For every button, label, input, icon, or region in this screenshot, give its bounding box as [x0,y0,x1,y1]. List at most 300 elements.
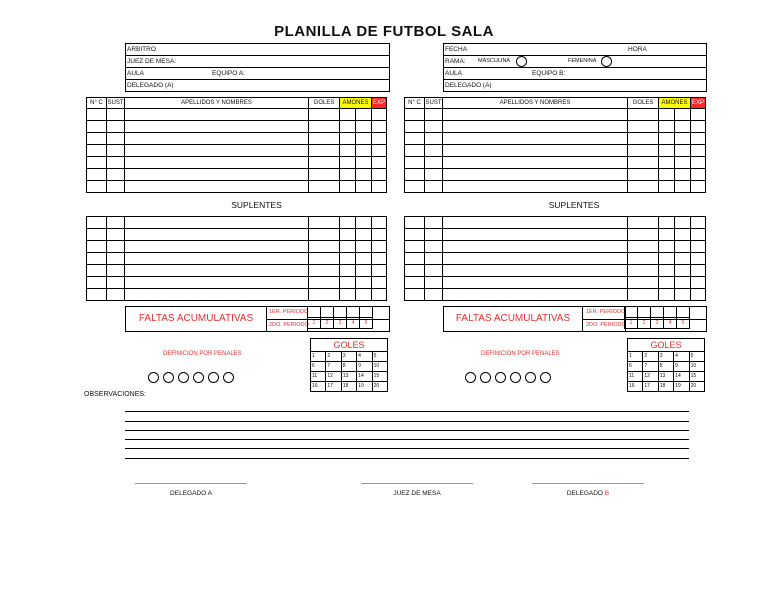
gol-cell[interactable]: 7 [643,362,658,372]
table-cell[interactable] [691,289,706,301]
table-cell[interactable] [675,277,691,289]
observaciones-line[interactable] [125,458,689,459]
table-cell[interactable] [125,217,309,229]
table-cell[interactable] [340,169,356,181]
table-cell[interactable] [405,265,425,277]
table-cell[interactable] [372,229,387,241]
table-cell[interactable] [405,181,425,193]
table-cell[interactable] [107,133,125,145]
table-cell[interactable] [443,157,628,169]
table-cell[interactable] [691,157,706,169]
table-cell[interactable] [87,157,107,169]
suplentes-label-a: SUPLENTES [231,200,282,210]
table-cell[interactable] [87,181,107,193]
table-cell[interactable] [659,181,675,193]
penal-circle[interactable] [510,372,521,383]
gol-cell[interactable]: 5 [689,352,704,362]
falta-box[interactable]: 1 [308,318,321,329]
page-title: PLANILLA DE FUTBOL SALA [274,23,494,40]
table-cell[interactable] [425,157,443,169]
table-cell[interactable] [425,109,443,121]
field-aula-equipo-b[interactable] [444,68,706,80]
table-cell[interactable] [309,145,340,157]
gol-cell[interactable]: 19 [357,382,372,392]
table-cell[interactable] [372,265,387,277]
table-cell[interactable] [107,217,125,229]
falta-box[interactable] [308,307,321,318]
field-aula-equipo[interactable] [126,68,389,80]
penal-circle[interactable] [208,372,219,383]
table-cell[interactable] [443,277,628,289]
table-cell[interactable] [659,169,675,181]
table-cell[interactable] [372,109,387,121]
table-cell[interactable] [425,265,443,277]
table-cell[interactable] [309,265,340,277]
table-cell[interactable] [425,289,443,301]
table-cell[interactable] [675,217,691,229]
falta-box[interactable] [347,307,360,318]
table-cell[interactable] [691,133,706,145]
table-cell[interactable] [443,253,628,265]
table-cell[interactable] [125,157,309,169]
table-cell[interactable] [309,229,340,241]
table-cell[interactable] [659,109,675,121]
penal-circle[interactable] [465,372,476,383]
femenina-radio[interactable] [601,56,612,67]
gol-cell[interactable]: 1 [311,352,326,362]
gol-cell[interactable]: 1 [628,352,643,362]
penal-circle[interactable] [163,372,174,383]
table-cell[interactable] [659,133,675,145]
table-cell[interactable] [356,277,372,289]
field-fecha-hora[interactable] [444,44,706,56]
table-cell[interactable] [372,253,387,265]
table-cell[interactable] [309,157,340,169]
table-cell[interactable] [628,277,659,289]
table-cell[interactable] [405,133,425,145]
table-cell[interactable] [675,265,691,277]
penal-circle[interactable] [540,372,551,383]
gol-cell[interactable]: 10 [689,362,704,372]
table-cell[interactable] [691,253,706,265]
table-cell[interactable] [691,241,706,253]
gol-cell[interactable]: 20 [689,382,704,392]
gol-cell[interactable]: 17 [643,382,658,392]
table-cell[interactable] [309,109,340,121]
table-cell[interactable] [372,133,387,145]
table-cell[interactable] [628,157,659,169]
table-cell[interactable] [309,217,340,229]
table-cell[interactable] [372,181,387,193]
table-cell[interactable] [443,289,628,301]
table-cell[interactable] [675,253,691,265]
table-cell[interactable] [675,181,691,193]
table-cell[interactable] [628,169,659,181]
table-cell[interactable] [405,289,425,301]
table-cell[interactable] [107,253,125,265]
table-cell[interactable] [356,241,372,253]
table-cell[interactable] [405,109,425,121]
table-cell[interactable] [356,181,372,193]
gol-cell[interactable]: 16 [628,382,643,392]
gol-cell[interactable]: 18 [341,382,356,392]
gol-cell[interactable]: 3 [658,352,673,362]
table-cell[interactable] [628,121,659,133]
table-cell[interactable] [372,169,387,181]
table-cell[interactable] [425,277,443,289]
table-cell[interactable] [309,277,340,289]
table-cell[interactable] [340,265,356,277]
table-cell[interactable] [107,229,125,241]
table-cell[interactable] [125,253,309,265]
table-cell[interactable] [659,145,675,157]
table-cell[interactable] [443,109,628,121]
gol-cell[interactable]: 18 [658,382,673,392]
gol-cell[interactable]: 15 [372,372,387,382]
falta-box[interactable] [664,307,677,318]
observaciones-line[interactable] [125,448,689,449]
falta-box[interactable]: 5 [360,318,373,329]
table-cell[interactable] [340,229,356,241]
table-cell[interactable] [405,277,425,289]
table-cell[interactable] [87,241,107,253]
falta-box[interactable] [677,307,690,318]
table-cell[interactable] [405,121,425,133]
gol-cell[interactable]: 20 [372,382,387,392]
gol-cell[interactable]: 4 [674,352,689,362]
table-cell[interactable] [425,145,443,157]
falta-box[interactable]: 3 [651,318,664,329]
table-cell[interactable] [425,181,443,193]
table-cell[interactable] [309,241,340,253]
masculina-radio[interactable] [516,56,527,67]
penal-circle[interactable] [480,372,491,383]
gol-cell[interactable]: 5 [372,352,387,362]
table-cell[interactable] [107,241,125,253]
gol-cell[interactable]: 14 [357,372,372,382]
table-cell[interactable] [340,217,356,229]
table-cell[interactable] [107,109,125,121]
table-cell[interactable] [340,181,356,193]
table-cell[interactable] [675,289,691,301]
table-cell[interactable] [628,217,659,229]
table-cell[interactable] [443,217,628,229]
gol-cell[interactable]: 2 [326,352,341,362]
table-cell[interactable] [340,145,356,157]
field-arbitro[interactable] [126,44,389,56]
table-cell[interactable] [443,241,628,253]
penal-circle[interactable] [223,372,234,383]
field-delegado[interactable] [126,80,389,91]
falta-box[interactable]: 5 [677,318,690,329]
signature-line-delegado-a[interactable] [135,483,247,484]
table-row [87,265,387,277]
table-cell[interactable] [125,169,309,181]
table-cell[interactable] [405,241,425,253]
table-cell[interactable] [691,265,706,277]
falta-box[interactable]: 2 [638,318,651,329]
table-cell[interactable] [675,121,691,133]
gol-cell[interactable]: 3 [341,352,356,362]
table-cell[interactable] [405,145,425,157]
signature-line-juez[interactable] [361,483,473,484]
table-cell[interactable] [356,121,372,133]
label-equipo-b: EQUIPO B: [532,70,566,77]
table-cell[interactable] [107,277,125,289]
table-cell[interactable] [425,121,443,133]
table-cell[interactable] [87,121,107,133]
gol-cell[interactable]: 12 [326,372,341,382]
table-cell[interactable] [107,145,125,157]
gol-cell[interactable]: 17 [326,382,341,392]
table-cell[interactable] [659,277,675,289]
observaciones-line[interactable] [125,439,689,440]
gol-cell[interactable]: 6 [628,362,643,372]
gol-cell[interactable]: 11 [628,372,643,382]
table-cell[interactable] [691,109,706,121]
penal-circle[interactable] [495,372,506,383]
penal-circle[interactable] [525,372,536,383]
table-cell[interactable] [425,133,443,145]
field-juez[interactable] [126,56,389,68]
table-cell[interactable] [675,145,691,157]
label-hora: HORA [628,46,647,53]
table-cell[interactable] [628,229,659,241]
table-cell[interactable] [628,145,659,157]
table-cell[interactable] [691,121,706,133]
gol-cell[interactable]: 8 [658,362,673,372]
table-cell[interactable] [659,253,675,265]
table-cell[interactable] [340,157,356,169]
table-cell[interactable] [87,169,107,181]
table-cell[interactable] [107,181,125,193]
table-cell[interactable] [372,289,387,301]
table-cell[interactable] [356,289,372,301]
table-cell[interactable] [675,241,691,253]
table-cell[interactable] [340,289,356,301]
table-cell[interactable] [372,217,387,229]
observaciones-line[interactable] [125,411,689,412]
table-cell[interactable] [356,133,372,145]
table-cell[interactable] [675,229,691,241]
falta-box[interactable]: 4 [347,318,360,329]
falta-box[interactable]: 2 [321,318,334,329]
field-delegado-b[interactable] [444,80,706,91]
table-row [405,265,706,277]
gol-cell[interactable]: 13 [341,372,356,382]
table-cell[interactable] [425,217,443,229]
table-cell[interactable] [425,253,443,265]
table-cell[interactable] [425,241,443,253]
table-cell[interactable] [340,133,356,145]
table-cell[interactable] [107,169,125,181]
goles-grid-b [627,338,705,392]
falta-box[interactable]: 4 [664,318,677,329]
table-cell[interactable] [659,229,675,241]
table-cell[interactable] [628,265,659,277]
table-cell[interactable] [87,277,107,289]
table-row [405,229,706,241]
table-cell[interactable] [691,145,706,157]
gol-cell[interactable]: 13 [658,372,673,382]
table-cell[interactable] [691,277,706,289]
table-cell[interactable] [659,265,675,277]
table-cell[interactable] [443,181,628,193]
table-row [405,121,706,133]
table-cell[interactable] [675,169,691,181]
gol-cell[interactable]: 16 [311,382,326,392]
table-row [405,145,706,157]
table-cell[interactable] [125,241,309,253]
table-cell[interactable] [356,157,372,169]
table-cell[interactable] [125,109,309,121]
falta-box[interactable] [638,307,651,318]
table-cell[interactable] [356,229,372,241]
table-cell[interactable] [107,289,125,301]
gol-cell[interactable]: 10 [372,362,387,372]
table-cell[interactable] [443,229,628,241]
gol-cell[interactable]: 7 [326,362,341,372]
table-cell[interactable] [628,133,659,145]
table-cell[interactable] [675,109,691,121]
table-cell[interactable] [87,289,107,301]
penal-circle[interactable] [148,372,159,383]
gol-cell[interactable]: 19 [674,382,689,392]
table-cell[interactable] [356,253,372,265]
penal-circle[interactable] [178,372,189,383]
table-cell[interactable] [125,145,309,157]
table-cell[interactable] [659,157,675,169]
falta-box[interactable] [334,307,347,318]
gol-cell[interactable]: 14 [674,372,689,382]
table-cell[interactable] [87,217,107,229]
table-cell[interactable] [125,181,309,193]
table-row [405,109,706,121]
table-cell[interactable] [659,217,675,229]
falta-box[interactable] [321,307,334,318]
table-cell[interactable] [125,229,309,241]
falta-box[interactable] [651,307,664,318]
table-cell[interactable] [691,181,706,193]
table-cell[interactable] [356,145,372,157]
table-cell[interactable] [309,133,340,145]
table-cell[interactable] [309,121,340,133]
table-cell[interactable] [87,253,107,265]
table-cell[interactable] [107,265,125,277]
table-cell[interactable] [309,169,340,181]
table-cell[interactable] [425,169,443,181]
gol-cell[interactable]: 15 [689,372,704,382]
label-aula: AULA [127,70,144,77]
col-header-nc: N° C [87,98,107,109]
table-cell[interactable] [443,169,628,181]
falta-box[interactable]: 1 [625,318,638,329]
table-cell[interactable] [356,109,372,121]
falta-box[interactable] [625,307,638,318]
table-cell[interactable] [425,229,443,241]
table-cell[interactable] [309,181,340,193]
table-cell[interactable] [340,109,356,121]
table-cell[interactable] [125,289,309,301]
table-cell[interactable] [659,241,675,253]
table-cell[interactable] [405,229,425,241]
table-cell[interactable] [87,109,107,121]
table-cell[interactable] [691,229,706,241]
table-cell[interactable] [675,133,691,145]
table-cell[interactable] [405,157,425,169]
table-cell[interactable] [443,265,628,277]
table-cell[interactable] [107,157,125,169]
gol-cell[interactable]: 9 [357,362,372,372]
table-cell[interactable] [125,121,309,133]
table-cell[interactable] [87,133,107,145]
table-cell[interactable] [309,289,340,301]
gol-cell[interactable]: 2 [643,352,658,362]
table-cell[interactable] [443,133,628,145]
table-cell[interactable] [340,121,356,133]
table-cell[interactable] [628,289,659,301]
table-cell[interactable] [125,265,309,277]
table-cell[interactable] [443,121,628,133]
table-cell[interactable] [405,217,425,229]
gol-cell[interactable]: 12 [643,372,658,382]
gol-cell[interactable]: 6 [311,362,326,372]
gol-cell[interactable]: 4 [357,352,372,362]
table-cell[interactable] [691,169,706,181]
table-cell[interactable] [309,253,340,265]
table-cell[interactable] [675,157,691,169]
table-cell[interactable] [405,169,425,181]
gol-cell[interactable]: 11 [311,372,326,382]
observaciones-line[interactable] [125,421,689,422]
table-cell[interactable] [372,277,387,289]
table-cell[interactable] [107,121,125,133]
table-cell[interactable] [628,241,659,253]
table-cell[interactable] [659,289,675,301]
table-cell[interactable] [87,229,107,241]
gol-cell[interactable]: 8 [341,362,356,372]
table-cell[interactable] [87,265,107,277]
table-cell[interactable] [340,277,356,289]
table-cell[interactable] [356,265,372,277]
table-cell[interactable] [372,241,387,253]
table-cell[interactable] [372,145,387,157]
table-cell[interactable] [340,241,356,253]
table-cell[interactable] [125,133,309,145]
table-cell[interactable] [659,121,675,133]
table-cell[interactable] [628,109,659,121]
table-cell[interactable] [87,145,107,157]
signature-line-delegado-b[interactable] [532,483,644,484]
table-cell[interactable] [340,253,356,265]
table-cell[interactable] [125,277,309,289]
table-row [87,289,387,301]
falta-box[interactable]: 3 [334,318,347,329]
table-cell[interactable] [443,145,628,157]
table-cell[interactable] [405,253,425,265]
table-cell[interactable] [372,157,387,169]
table-cell[interactable] [628,253,659,265]
penal-circle[interactable] [193,372,204,383]
table-cell[interactable] [356,169,372,181]
table-cell[interactable] [691,217,706,229]
observaciones-line[interactable] [125,430,689,431]
table-cell[interactable] [372,121,387,133]
table-cell[interactable] [356,217,372,229]
gol-cell[interactable]: 9 [674,362,689,372]
falta-box[interactable] [360,307,373,318]
table-cell[interactable] [628,181,659,193]
